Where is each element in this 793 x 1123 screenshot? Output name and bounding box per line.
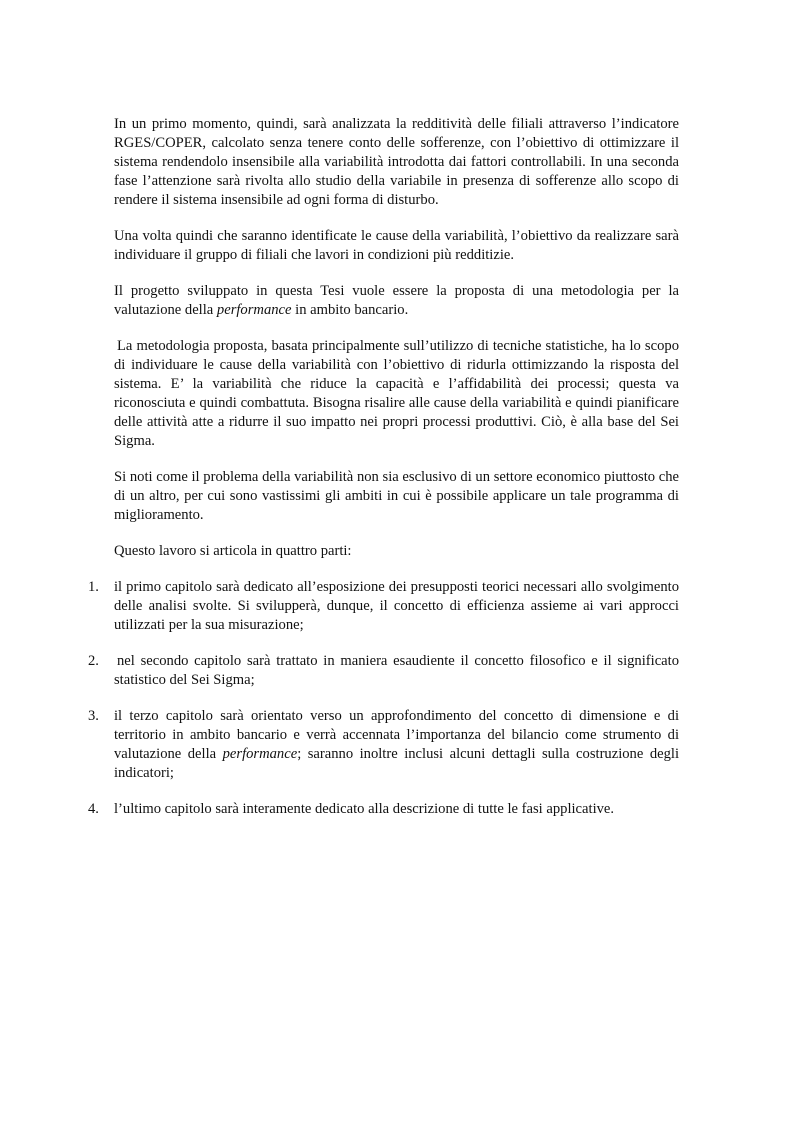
list-item-text: il primo capitolo sarà dedicato all’esposizione dei presupposti teorici necessari allo svolgimento delle analisi svolte. Si svilupperà, dunque, il concetto di efficienza assieme ai vari approcci utilizzati per la sua misurazione; (114, 579, 679, 633)
paragraph-problema-variabilita: Si noti come il problema della variabilità non sia esclusivo di un settore economico piuttosto che di un altro, per cui sono vastissimi gli ambiti in cui è possibile applicare un tale programma di miglioramento. (114, 469, 679, 523)
list-item-italic-term: performance (222, 746, 298, 762)
paragraph-struttura-lavoro: Questo lavoro si articola in quattro parti: (114, 543, 352, 559)
list-item-number: 1. (88, 579, 99, 595)
list-item (88, 707, 679, 783)
list-item-number: 3. (88, 708, 99, 724)
list-item-number: 2. (88, 653, 99, 669)
list-item (88, 652, 679, 690)
list-item-text-after: ; saranno inoltre inclusi alcuni dettagli sulla costruzione degli indicatori; (114, 746, 679, 781)
paragraph-analisi-redditivita: In un primo momento, quindi, sarà analizzata la redditività delle filiali attraverso l’indicatore RGES/COPER, calcolato senza tenere conto delle sofferenze, con l’obiettivo di ottimizzare il sistema rendendolo insensibile alla variabilità introdotta dai fattori controllabili. In una seconda fase l’attenzione sarà rivolta allo studio della variabile in presenza di sofferenze allo scopo di rendere il sistema insensibile ad ogni forma di disturbo. (114, 116, 679, 208)
list-item-text: l’ultimo capitolo sarà interamente dedicato alla descrizione di tutte le fasi applicative. (114, 801, 615, 817)
list-item-number: 4. (88, 801, 99, 817)
list-item (88, 800, 679, 819)
list-item-text-before: il terzo capitolo sarà orientato verso un approfondimento del concetto di dimensione e di territorio in ambito bancario e verrà accennata l’importanza del bilancio come strumento di valutazione della (114, 708, 679, 762)
paragraph-progetto-text-after: in ambito bancario. (291, 302, 409, 318)
chapter-list (88, 578, 679, 819)
paragraph-metodologia: La metodologia proposta, basata principalmente sull’utilizzo di tecniche statistiche, ha lo scopo di individuare le cause della variabilità con l’obiettivo di ridurla ottimizzando la risposta del sistema. E’ la variabilità che riduce la capacità e l’affidabilità dei processi; questa va riconosciuta e quindi combattuta. Bisogna risalire alle cause della variabilità e quindi pianificare delle attività atte a ridurre il suo impatto nei propri processi produttivi. Ciò, è alla base del Sei Sigma. (114, 338, 679, 449)
paragraph-cause-variabilita: Una volta quindi che saranno identificate le cause della variabilità, l’obiettivo da realizzare sarà individuare il gruppo di filiali che lavori in condizioni più redditizie. (114, 228, 679, 263)
list-item (88, 578, 679, 635)
list-item-text: nel secondo capitolo sarà trattato in maniera esaudiente il concetto filosofico e il significato statistico del Sei Sigma; (114, 653, 679, 688)
paragraph-progetto-italic-term: performance (216, 302, 292, 318)
paragraph-progetto-tesi (114, 282, 679, 320)
document-body (88, 115, 679, 836)
paragraph-progetto-text-before: Il progetto sviluppato in questa Tesi vuole essere la proposta di una metodologia per la valutazione della (114, 283, 679, 318)
